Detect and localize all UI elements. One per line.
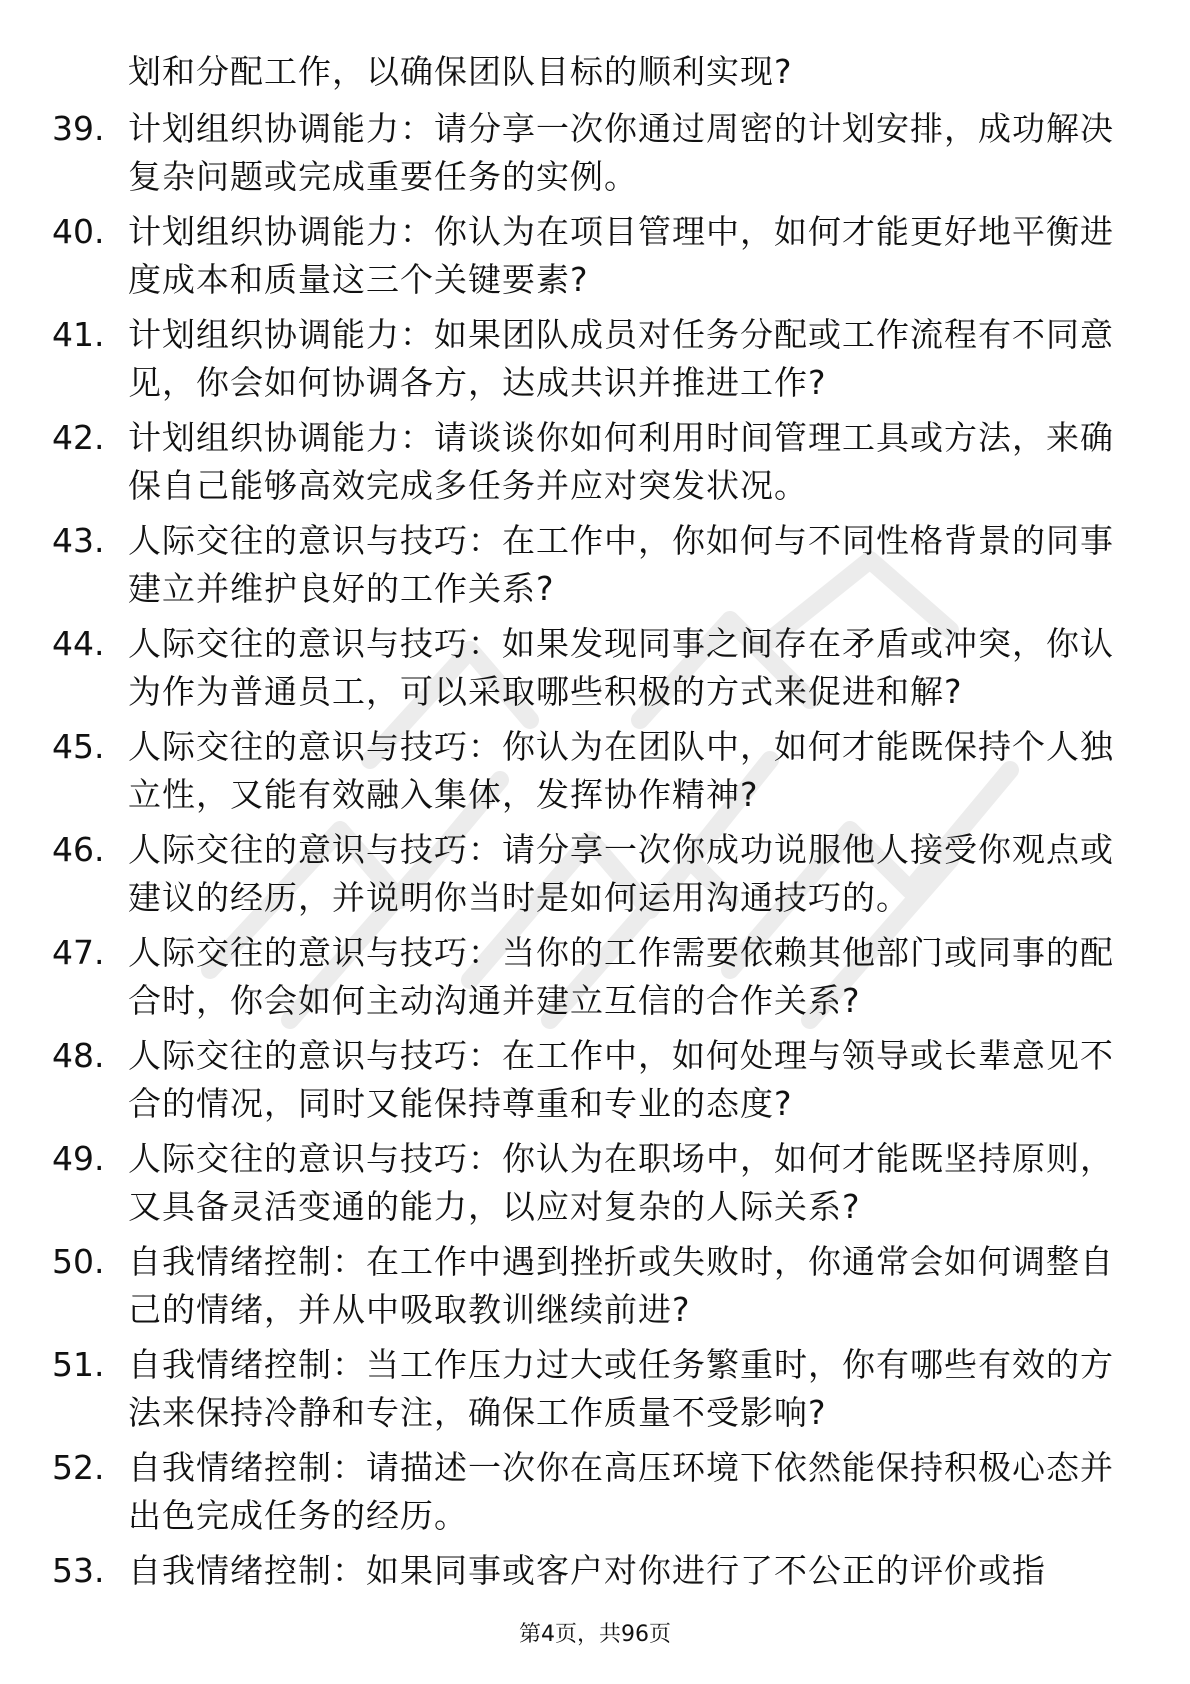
list-item [0, 929, 1190, 1032]
question-text: 人际交往的意识与技巧：如果发现同事之间存在矛盾或冲突，你认为作为普通员工，可以采取哪些积极的方式来促进和解? [128, 624, 1114, 711]
list-item [0, 311, 1190, 414]
list-item [0, 1032, 1190, 1135]
question-text: 人际交往的意识与技巧：你认为在职场中，如何才能既坚持原则，又具备灵活变通的能力，以应对复杂的人际关系? [128, 1139, 1114, 1226]
list-item [0, 1238, 1190, 1341]
question-text: 人际交往的意识与技巧：你认为在团队中，如何才能既保持个人独立性，又能有效融入集体，发挥协作精神? [128, 727, 1114, 814]
question-number: 44. [52, 624, 105, 663]
list-item [0, 1135, 1190, 1238]
question-text: 人际交往的意识与技巧：在工作中，你如何与不同性格背景的同事建立并维护良好的工作关系? [128, 521, 1114, 608]
list-item [0, 105, 1190, 208]
list-item [0, 1444, 1190, 1547]
question-number: 39. [52, 109, 105, 148]
question-number: 45. [52, 727, 105, 766]
question-text: 自我情绪控制：请描述一次你在高压环境下依然能保持积极心态并出色完成任务的经历。 [128, 1448, 1114, 1535]
question-list [0, 105, 1190, 1650]
question-text: 人际交往的意识与技巧：当你的工作需要依赖其他部门或同事的配合时，你会如何主动沟通并建立互信的合作关系? [128, 933, 1114, 1020]
question-number: 47. [52, 933, 105, 972]
list-item [0, 826, 1190, 929]
question-text: 计划组织协调能力：你认为在项目管理中，如何才能更好地平衡进度成本和质量这三个关键要素? [128, 212, 1114, 299]
question-text: 自我情绪控制：如果同事或客户对你进行了不公正的评价或指 [128, 1551, 1046, 1590]
list-item [0, 620, 1190, 723]
list-item [0, 517, 1190, 620]
list-item [0, 208, 1190, 311]
question-number: 41. [52, 315, 105, 354]
question-number: 43. [52, 521, 105, 560]
question-text: 计划组织协调能力：请谈谈你如何利用时间管理工具或方法，来确保自己能够高效完成多任务并应对突发状况。 [128, 418, 1114, 505]
question-text: 人际交往的意识与技巧：请分享一次你成功说服他人接受你观点或建议的经历，并说明你当时是如何运用沟通技巧的。 [128, 830, 1114, 917]
list-item [0, 723, 1190, 826]
question-text: 计划组织协调能力：请分享一次你通过周密的计划安排，成功解决复杂问题或完成重要任务的实例。 [128, 109, 1114, 196]
question-text: 人际交往的意识与技巧：在工作中，如何处理与领导或长辈意见不合的情况，同时又能保持尊重和专业的态度? [128, 1036, 1114, 1123]
question-number: 46. [52, 830, 105, 869]
question-number: 53. [52, 1551, 105, 1590]
question-text: 自我情绪控制：在工作中遇到挫折或失败时，你通常会如何调整自己的情绪，并从中吸取教训继续前进? [128, 1242, 1114, 1329]
question-number: 49. [52, 1139, 105, 1178]
list-item [0, 414, 1190, 517]
question-number: 52. [52, 1448, 105, 1487]
question-text: 计划组织协调能力：如果团队成员对任务分配或工作流程有不同意见，你会如何协调各方，达成共识并推进工作? [128, 315, 1114, 402]
question-number: 42. [52, 418, 105, 457]
question-number: 50. [52, 1242, 105, 1281]
question-number: 40. [52, 212, 105, 251]
question-number: 48. [52, 1036, 105, 1075]
page-number-footer: 第4页，共96页 [519, 1622, 671, 1647]
list-item [0, 1341, 1190, 1444]
continuation-paragraph: 划和分配工作，以确保团队目标的顺利实现? [128, 52, 793, 91]
question-number: 51. [52, 1345, 105, 1384]
question-text: 自我情绪控制：当工作压力过大或任务繁重时，你有哪些有效的方法来保持冷静和专注，确保工作质量不受影响? [128, 1345, 1114, 1432]
